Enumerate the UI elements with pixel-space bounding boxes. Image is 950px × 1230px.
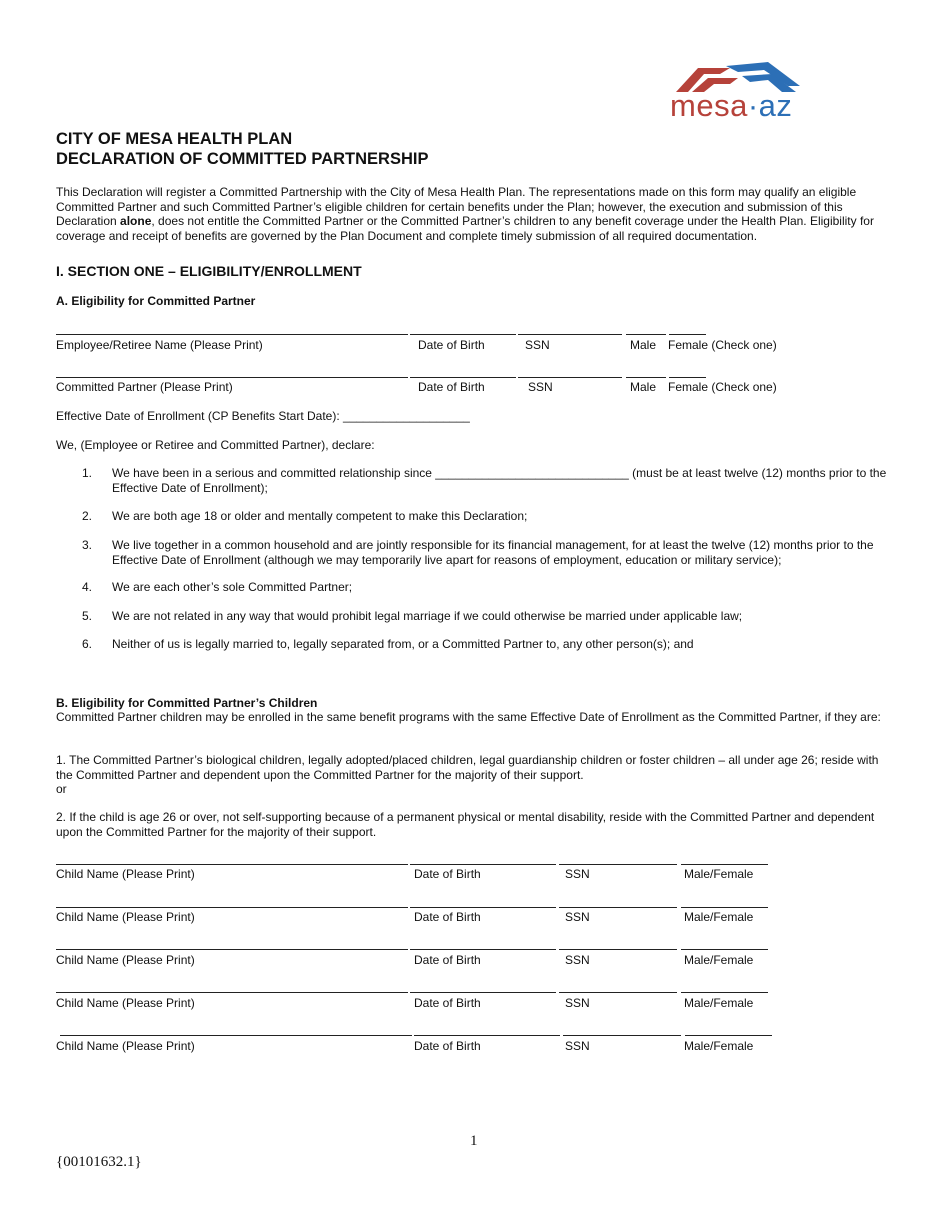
child-sex-line[interactable] [685, 1035, 772, 1036]
child-dob-label: Date of Birth [414, 953, 481, 967]
child-sex-line[interactable] [681, 992, 768, 993]
partner-female-label: Female (Check one) [668, 380, 777, 394]
child-ssn-line[interactable] [559, 992, 677, 993]
child-name-label: Child Name (Please Print) [56, 1039, 195, 1053]
child-dob-label: Date of Birth [414, 1039, 481, 1053]
title-line-1: CITY OF MESA HEALTH PLAN [56, 130, 293, 148]
section-b-intro: Committed Partner children may be enrolled in the same benefit programs with the same Effective Date of Enrollment as the Committed Partner, if they are: [56, 710, 881, 724]
mesa-az-logo [668, 60, 813, 130]
child-ssn-line[interactable] [559, 864, 677, 865]
item-text: We live together in a common household and are jointly responsible for its financial management, for at least the twelve (12) months prior to the Effective Date of Enrollment (although we may temporarily live apart for reasons of employment, education or military service); [112, 538, 874, 567]
document-title [56, 129, 428, 169]
employee-female-label: Female (Check one) [668, 338, 777, 352]
employee-dob-line[interactable] [410, 334, 516, 335]
child-name-label: Child Name (Please Print) [56, 867, 195, 881]
logo-wordmark [670, 88, 792, 124]
employee-name-label: Employee/Retiree Name (Please Print) [56, 338, 263, 352]
child-dob-label: Date of Birth [414, 867, 481, 881]
employee-name-line[interactable] [56, 334, 408, 335]
item-number: 4. [82, 580, 93, 594]
partner-dob-line[interactable] [410, 377, 516, 378]
child-name-line[interactable] [56, 949, 408, 950]
intro-bold-alone: alone [120, 214, 152, 228]
title-line-2: DECLARATION OF COMMITTED PARTNERSHIP [56, 150, 429, 168]
logo-word-mesa: mesa [670, 88, 748, 123]
item-text: We are each other’s sole Committed Partner; [112, 580, 353, 594]
employee-ssn-line[interactable] [518, 334, 622, 335]
child-ssn-label: SSN [565, 953, 590, 967]
item-text: We are both age 18 or older and mentally competent to make this Declaration; [112, 509, 528, 523]
section-b-heading: B. Eligibility for Committed Partner’s Children [56, 696, 318, 710]
item-text: We have been in a serious and committed relationship since _____________________________ (must be at least twelve (12) months prior to the Effective Date of Enrollment); [112, 466, 887, 495]
child-name-label: Child Name (Please Print) [56, 996, 195, 1010]
partner-name-line[interactable] [56, 377, 408, 378]
child-ssn-label: SSN [565, 1039, 590, 1053]
partner-ssn-line[interactable] [518, 377, 622, 378]
child-ssn-label: SSN [565, 910, 590, 924]
item-number: 3. [82, 538, 93, 552]
child-dob-label: Date of Birth [414, 910, 481, 924]
employee-male-line[interactable] [626, 334, 666, 335]
child-name-line[interactable] [56, 864, 408, 865]
child-dob-line[interactable] [410, 907, 556, 908]
effective-date-field[interactable]: Effective Date of Enrollment (CP Benefits Start Date): ___________________ [56, 409, 470, 423]
child-name-line[interactable] [60, 1035, 412, 1036]
page-number: 1 [470, 1133, 478, 1149]
partner-female-line[interactable] [669, 377, 706, 378]
logo-word-az: az [758, 88, 793, 123]
partner-ssn-label: SSN [528, 380, 553, 394]
child-ssn-label: SSN [565, 996, 590, 1010]
item-number: 5. [82, 609, 93, 623]
intro-text-2: , does not entitle the Committed Partner or the Committed Partner’s children to any benefit coverage under the Health Plan. Eligibility for coverage and receipt of benefits are governed by the Plan Document and complete timely submission of all required documentation. [56, 214, 874, 243]
child-dob-line[interactable] [410, 864, 556, 865]
child-ssn-line[interactable] [559, 949, 677, 950]
child-dob-line[interactable] [410, 949, 556, 950]
child-sex-label: Male/Female [684, 910, 754, 924]
employee-male-label: Male [630, 338, 657, 352]
employee-ssn-label: SSN [525, 338, 550, 352]
section-a-heading: A. Eligibility for Committed Partner [56, 294, 256, 308]
declare-statement: We, (Employee or Retiree and Committed Partner), declare: [56, 438, 375, 452]
child-name-label: Child Name (Please Print) [56, 953, 195, 967]
child-sex-line[interactable] [681, 864, 768, 865]
child-name-label: Child Name (Please Print) [56, 910, 195, 924]
intro-text-1: This Declaration will register a Committed Partnership with the City of Mesa Health Plan. The representations made on this form may qualify an eligible Committed Partner and such Committed Partner’s eligible children for certain benefits under the Plan; however, the execution and submission of this Declaration [56, 185, 857, 228]
child-ssn-label: SSN [565, 867, 590, 881]
child-sex-label: Male/Female [684, 953, 754, 967]
child-dob-line[interactable] [410, 992, 556, 993]
child-ssn-line[interactable] [559, 907, 677, 908]
child-sex-label: Male/Female [684, 867, 754, 881]
child-dob-line[interactable] [414, 1035, 560, 1036]
intro-paragraph [56, 185, 890, 243]
child-rule-1: 1. The Committed Partner’s biological children, legally adopted/placed children, legal guardianship children or foster children – all under age 26; reside with the Committed Partner and dependent upon the Committed Partner for the majority of their support. [56, 753, 879, 782]
partner-male-label: Male [630, 380, 657, 394]
partner-male-line[interactable] [626, 377, 666, 378]
item-text: Neither of us is legally married to, legally separated from, or a Committed Partner to, any other person(s); and [112, 637, 694, 651]
item-number: 6. [82, 637, 93, 651]
item-text: We are not related in any way that would prohibit legal marriage if we could otherwise be married under applicable law; [112, 609, 743, 623]
child-ssn-line[interactable] [563, 1035, 681, 1036]
child-sex-line[interactable] [681, 907, 768, 908]
child-name-line[interactable] [56, 992, 408, 993]
item-number: 2. [82, 509, 93, 523]
partner-name-label: Committed Partner (Please Print) [56, 380, 233, 394]
logo-dot: · [747, 88, 759, 123]
employee-female-line[interactable] [669, 334, 706, 335]
child-sex-line[interactable] [681, 949, 768, 950]
child-dob-label: Date of Birth [414, 996, 481, 1010]
document-id: {00101632.1} [56, 1154, 142, 1170]
item-number: 1. [82, 466, 93, 480]
section-one-heading: I. SECTION ONE – ELIGIBILITY/ENROLLMENT [56, 263, 362, 279]
child-rule-2: 2. If the child is age 26 or over, not self-supporting because of a permanent physical or mental disability, reside with the Committed Partner and dependent upon the Committed Partner for the majority of their support. [56, 810, 875, 839]
partner-dob-label: Date of Birth [418, 380, 485, 394]
child-sex-label: Male/Female [684, 1039, 754, 1053]
child-name-line[interactable] [56, 907, 408, 908]
child-sex-label: Male/Female [684, 996, 754, 1010]
or-text: or [56, 782, 67, 796]
employee-dob-label: Date of Birth [418, 338, 485, 352]
